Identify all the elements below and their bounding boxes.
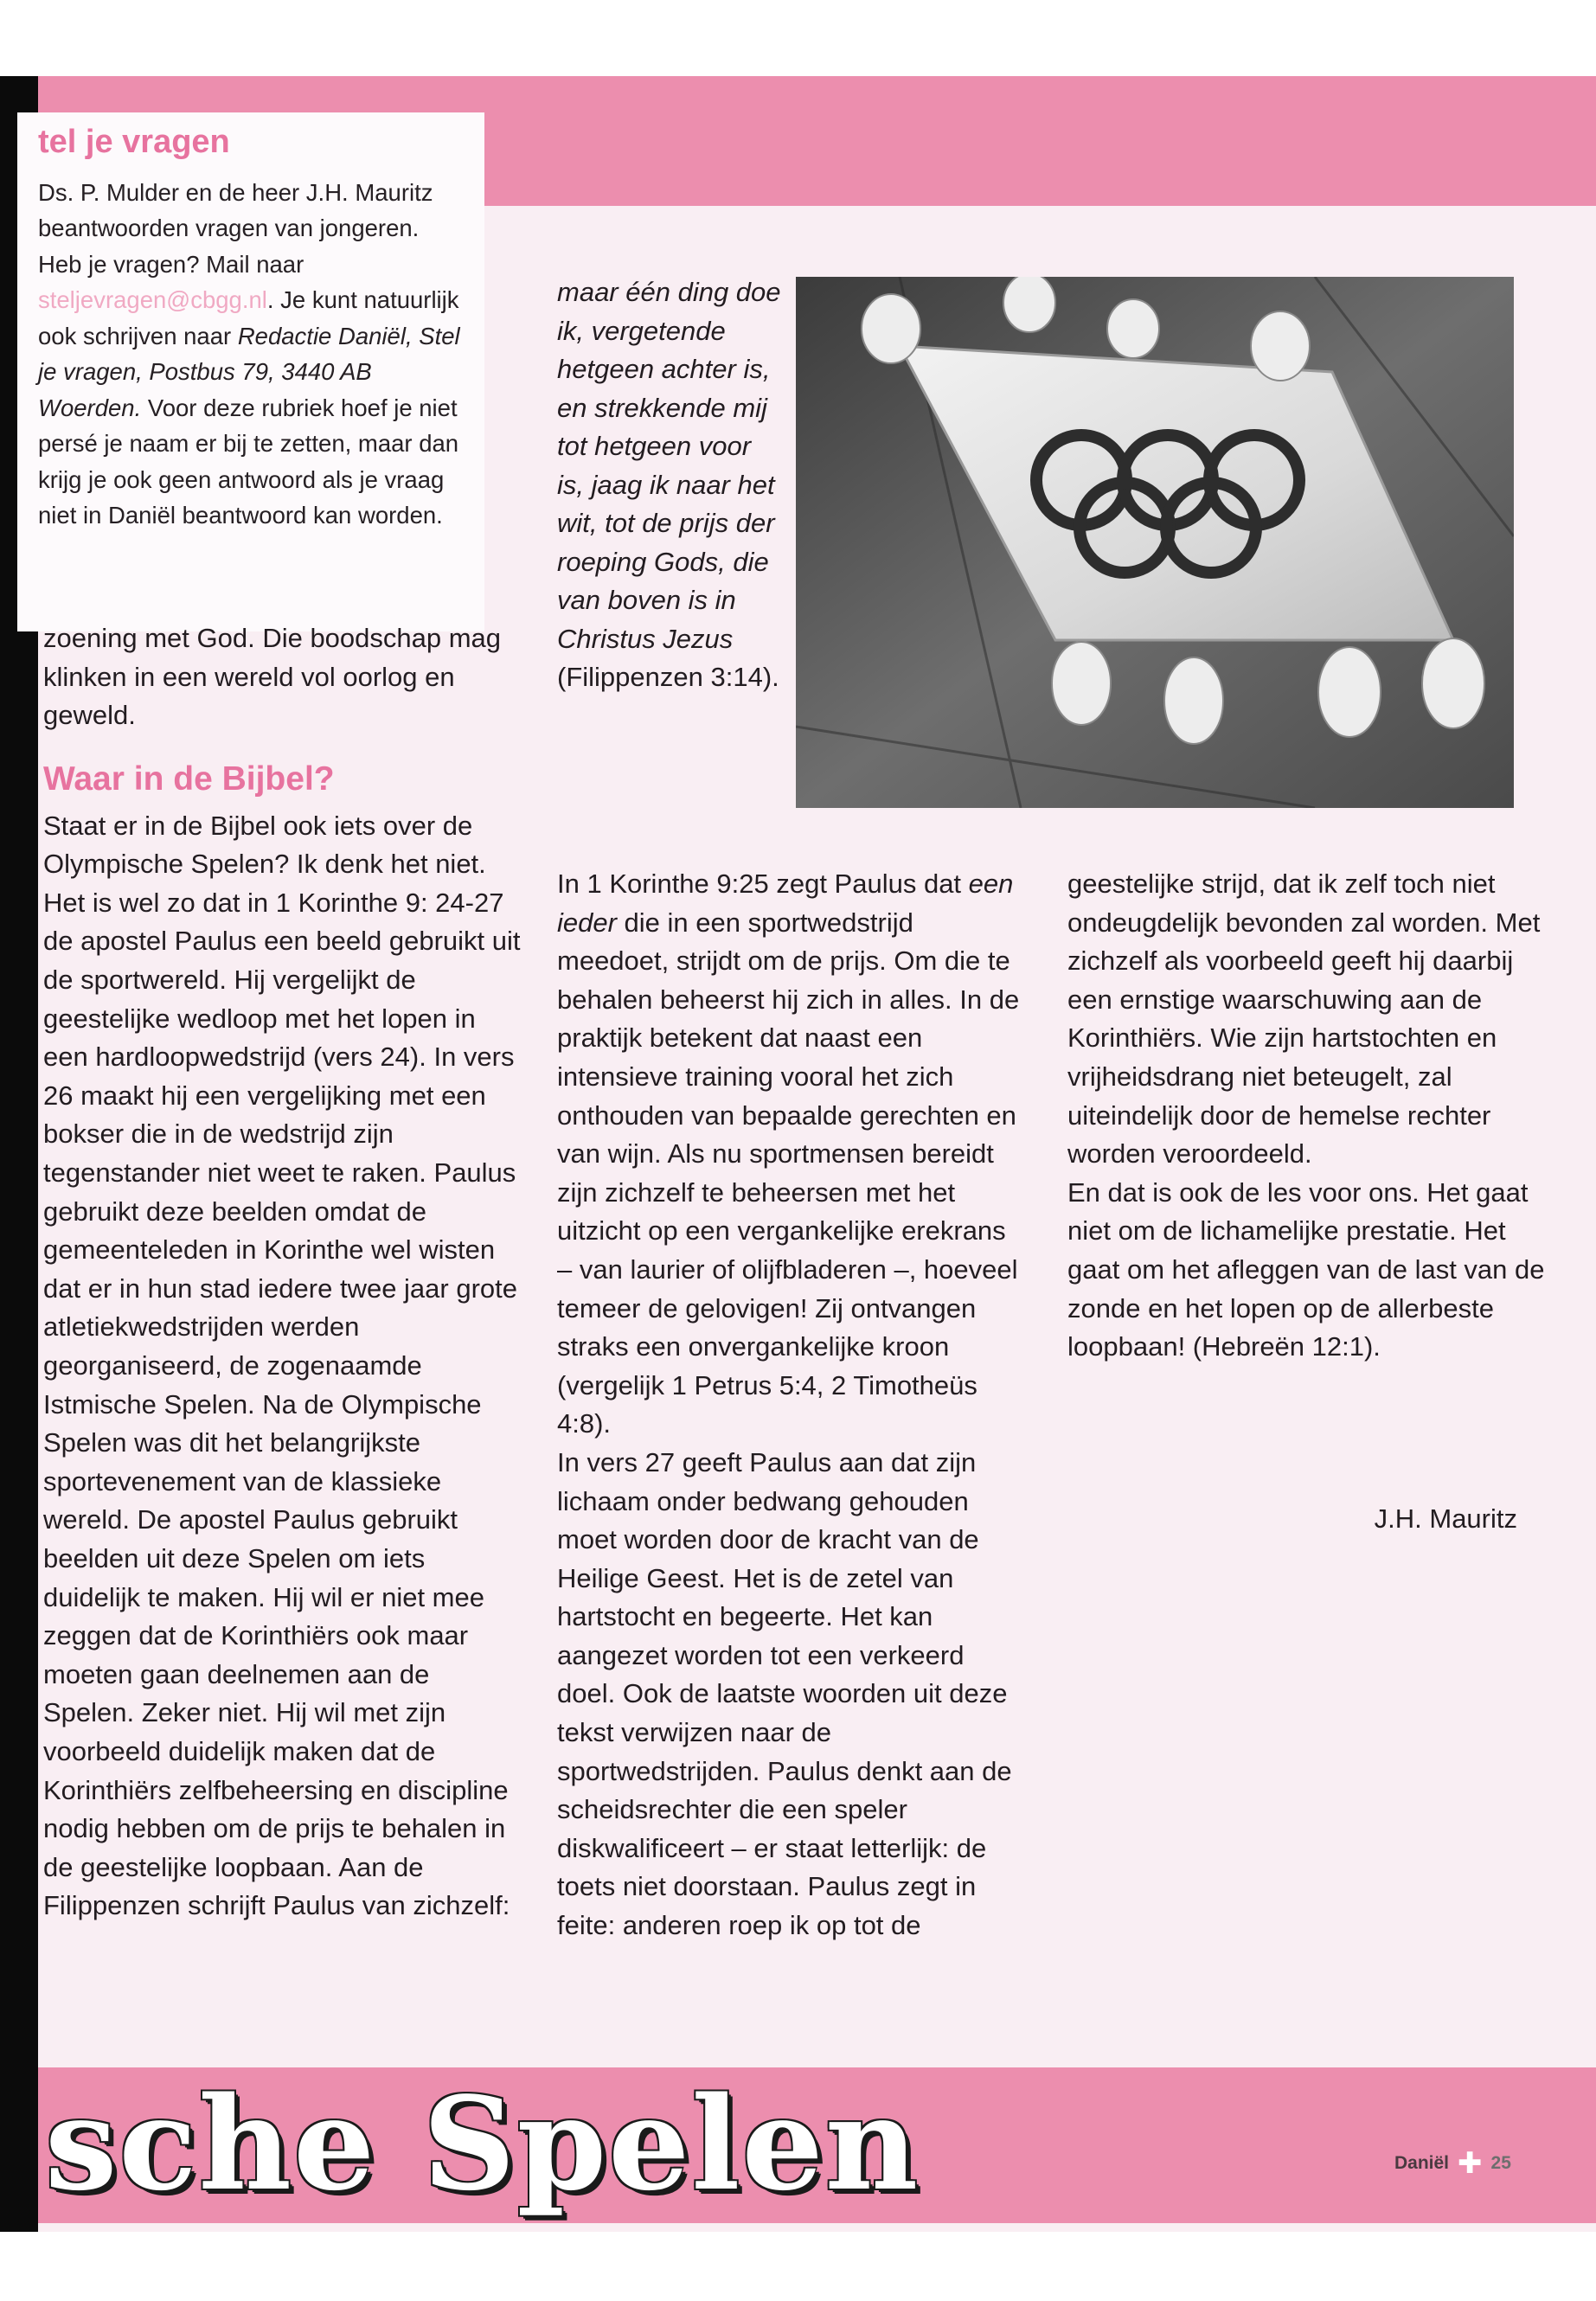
sidebar-text-part: . Je kunt natuurlijk ook schrijven naar <box>38 286 459 349</box>
section-heading: Waar in de Bijbel? <box>43 760 335 798</box>
mid-text-emphasis: een ieder <box>557 868 1014 938</box>
mid-text-part: In 1 Korinthe 9:25 zegt Paulus dat <box>557 868 969 899</box>
mid-paragraph-2: In vers 27 geeft Paulus aan dat zijn lichaam onder bedwang gehouden moet worden door de kracht van de Heilige Geest. Het is de zetel van hartstocht en begeerte. Het kan aangezet worden tot een verkeerd doel. Ook de laatste woorden uit deze tekst verwijzen naar de sportwedstrijden. Paulus denkt aan de scheidsrechter die een speler diskwalificeert – er staat letterlijk: de toets niet doorstaan. Paulus zegt in feite: anderen roep ik op tot de <box>557 1446 1012 1941</box>
author-signature: J.H. Mauritz <box>1374 1503 1517 1534</box>
left-paragraph: Staat er in de Bijbel ook iets over de Olympische Spelen? Ik denk het niet. Het is wel zo dat in 1 Korinthe 9: 24-27 de apostel Paulus een beeld gebruikt uit de sportwereld. Hij vergelijkt de geestelijke wedloop met het lopen in een hardloopwedstrijd (vers 24). In vers 26 maakt hij een vergelijking met een bokser die in de wedstrijd zijn tegenstander niet weet te raken. Paulus gebruikt deze beelden omdat de gemeenteleden in Korinthe wel wisten dat er in hun stad iedere twee jaar grote atletiekwedstrijden werden georganiseerd, de zogenaamde Istmische Spelen. Na de Olympische Spelen was dit het belangrijkste sportevenement van de klassieke wereld. De apostel Paulus gebruikt beelden uit deze Spelen om iets duidelijk te maken. Hij wil er niet mee zeggen dat de Korinthiërs ook maar moeten gaan deelnemen aan de Spelen. Zeker niet. Hij wil met zijn voorbeeld duidelijk maken dat de Korinthiërs zelfbeheersing en discipline nodig hebben om de prijs te behalen in de geestelijke loopbaan. Aan de Filippenzen schrijft Paulus van zichzelf: <box>43 810 521 1921</box>
olympic-flag-image <box>796 277 1514 808</box>
page-footer <box>1394 2149 1511 2178</box>
right-paragraph-2: En dat is ook de les voor ons. Het gaat niet om de lichamelijke prestatie. Het gaat om het afleggen van de last van de zonde en het lopen op de allerbeste loopbaan! (Hebreën 12:1). <box>1067 1176 1545 1362</box>
quote-reference: (Filippenzen 3:14). <box>557 662 779 692</box>
sidebar-text <box>38 175 467 534</box>
magazine-name: Daniël <box>1394 2153 1450 2173</box>
intro-paragraph: zoening met God. Die boodschap mag klinken in een wereld vol oorlog en geweld. <box>43 623 502 731</box>
cross-icon: ✚ <box>1458 2147 1483 2180</box>
article-column-left <box>43 619 528 1926</box>
email-link[interactable]: steljevragen@cbgg.nl <box>38 286 267 314</box>
article-column-middle <box>557 865 1024 1945</box>
mid-paragraph-1 <box>557 865 1024 1444</box>
olympic-flag-photo <box>796 277 1514 808</box>
magazine-page <box>0 76 1596 2232</box>
sidebar-text-part: Voor deze rubriek hoef je niet persé je naam er bij te zetten, maar dan krijg je ook geen antwoord als je vraag niet in Daniël beantwoord kan worden. <box>38 394 459 529</box>
bible-quote <box>557 273 782 697</box>
page-number: 25 <box>1490 2153 1511 2173</box>
postal-address: Redactie Daniël, Stel je vragen, Postbus 79, 3440 AB Woerden. <box>38 322 460 421</box>
sidebar-stel-je-vragen <box>17 112 484 631</box>
banner-title: sche Spelen <box>45 2068 920 2219</box>
mid-text-part: die in een sportwedstrijd meedoet, strijdt om de prijs. Om die te behalen beheerst hij zich in alles. In de praktijk betekent dat naast een intensieve training vooral het zich onthouden van bepaalde gerechten en van wijn. Als nu sportmensen bereidt zijn zichzelf te beheersen met het uitzicht op een vergankelijke erekrans – van laurier of olijfbladeren –, hoeveel temeer de gelovigen! Zij ontvangen straks een onvergankelijke kroon (vergelijk 1 Petrus 5:4, 2 Timotheüs 4:8). <box>557 907 1020 1439</box>
article-column-right <box>1067 865 1561 1367</box>
sidebar-title: tel je vragen <box>38 124 230 160</box>
sidebar-text-part: Ds. P. Mulder en de heer J.H. Mauritz beantwoorden vragen van jongeren. Heb je vragen? Mail naar <box>38 178 433 278</box>
right-paragraph-1: geestelijke strijd, dat ik zelf toch niet ondeugdelijk bevonden zal worden. Met zichzelf als voorbeeld geeft hij daarbij een ernstige waarschuwing aan de Korinthiërs. Wie zijn hartstochten en vrijheidsdrang niet beteugelt, zal uiteindelijk door de hemelse rechter worden veroordeeld. <box>1067 868 1541 1170</box>
quote-text: maar één ding doe ik, vergetende hetgeen achter is, en strekkende mij tot hetgeen voor is, jaag ik naar het wit, tot de prijs der roeping Gods, die van boven is in Christus Jezus <box>557 277 781 654</box>
